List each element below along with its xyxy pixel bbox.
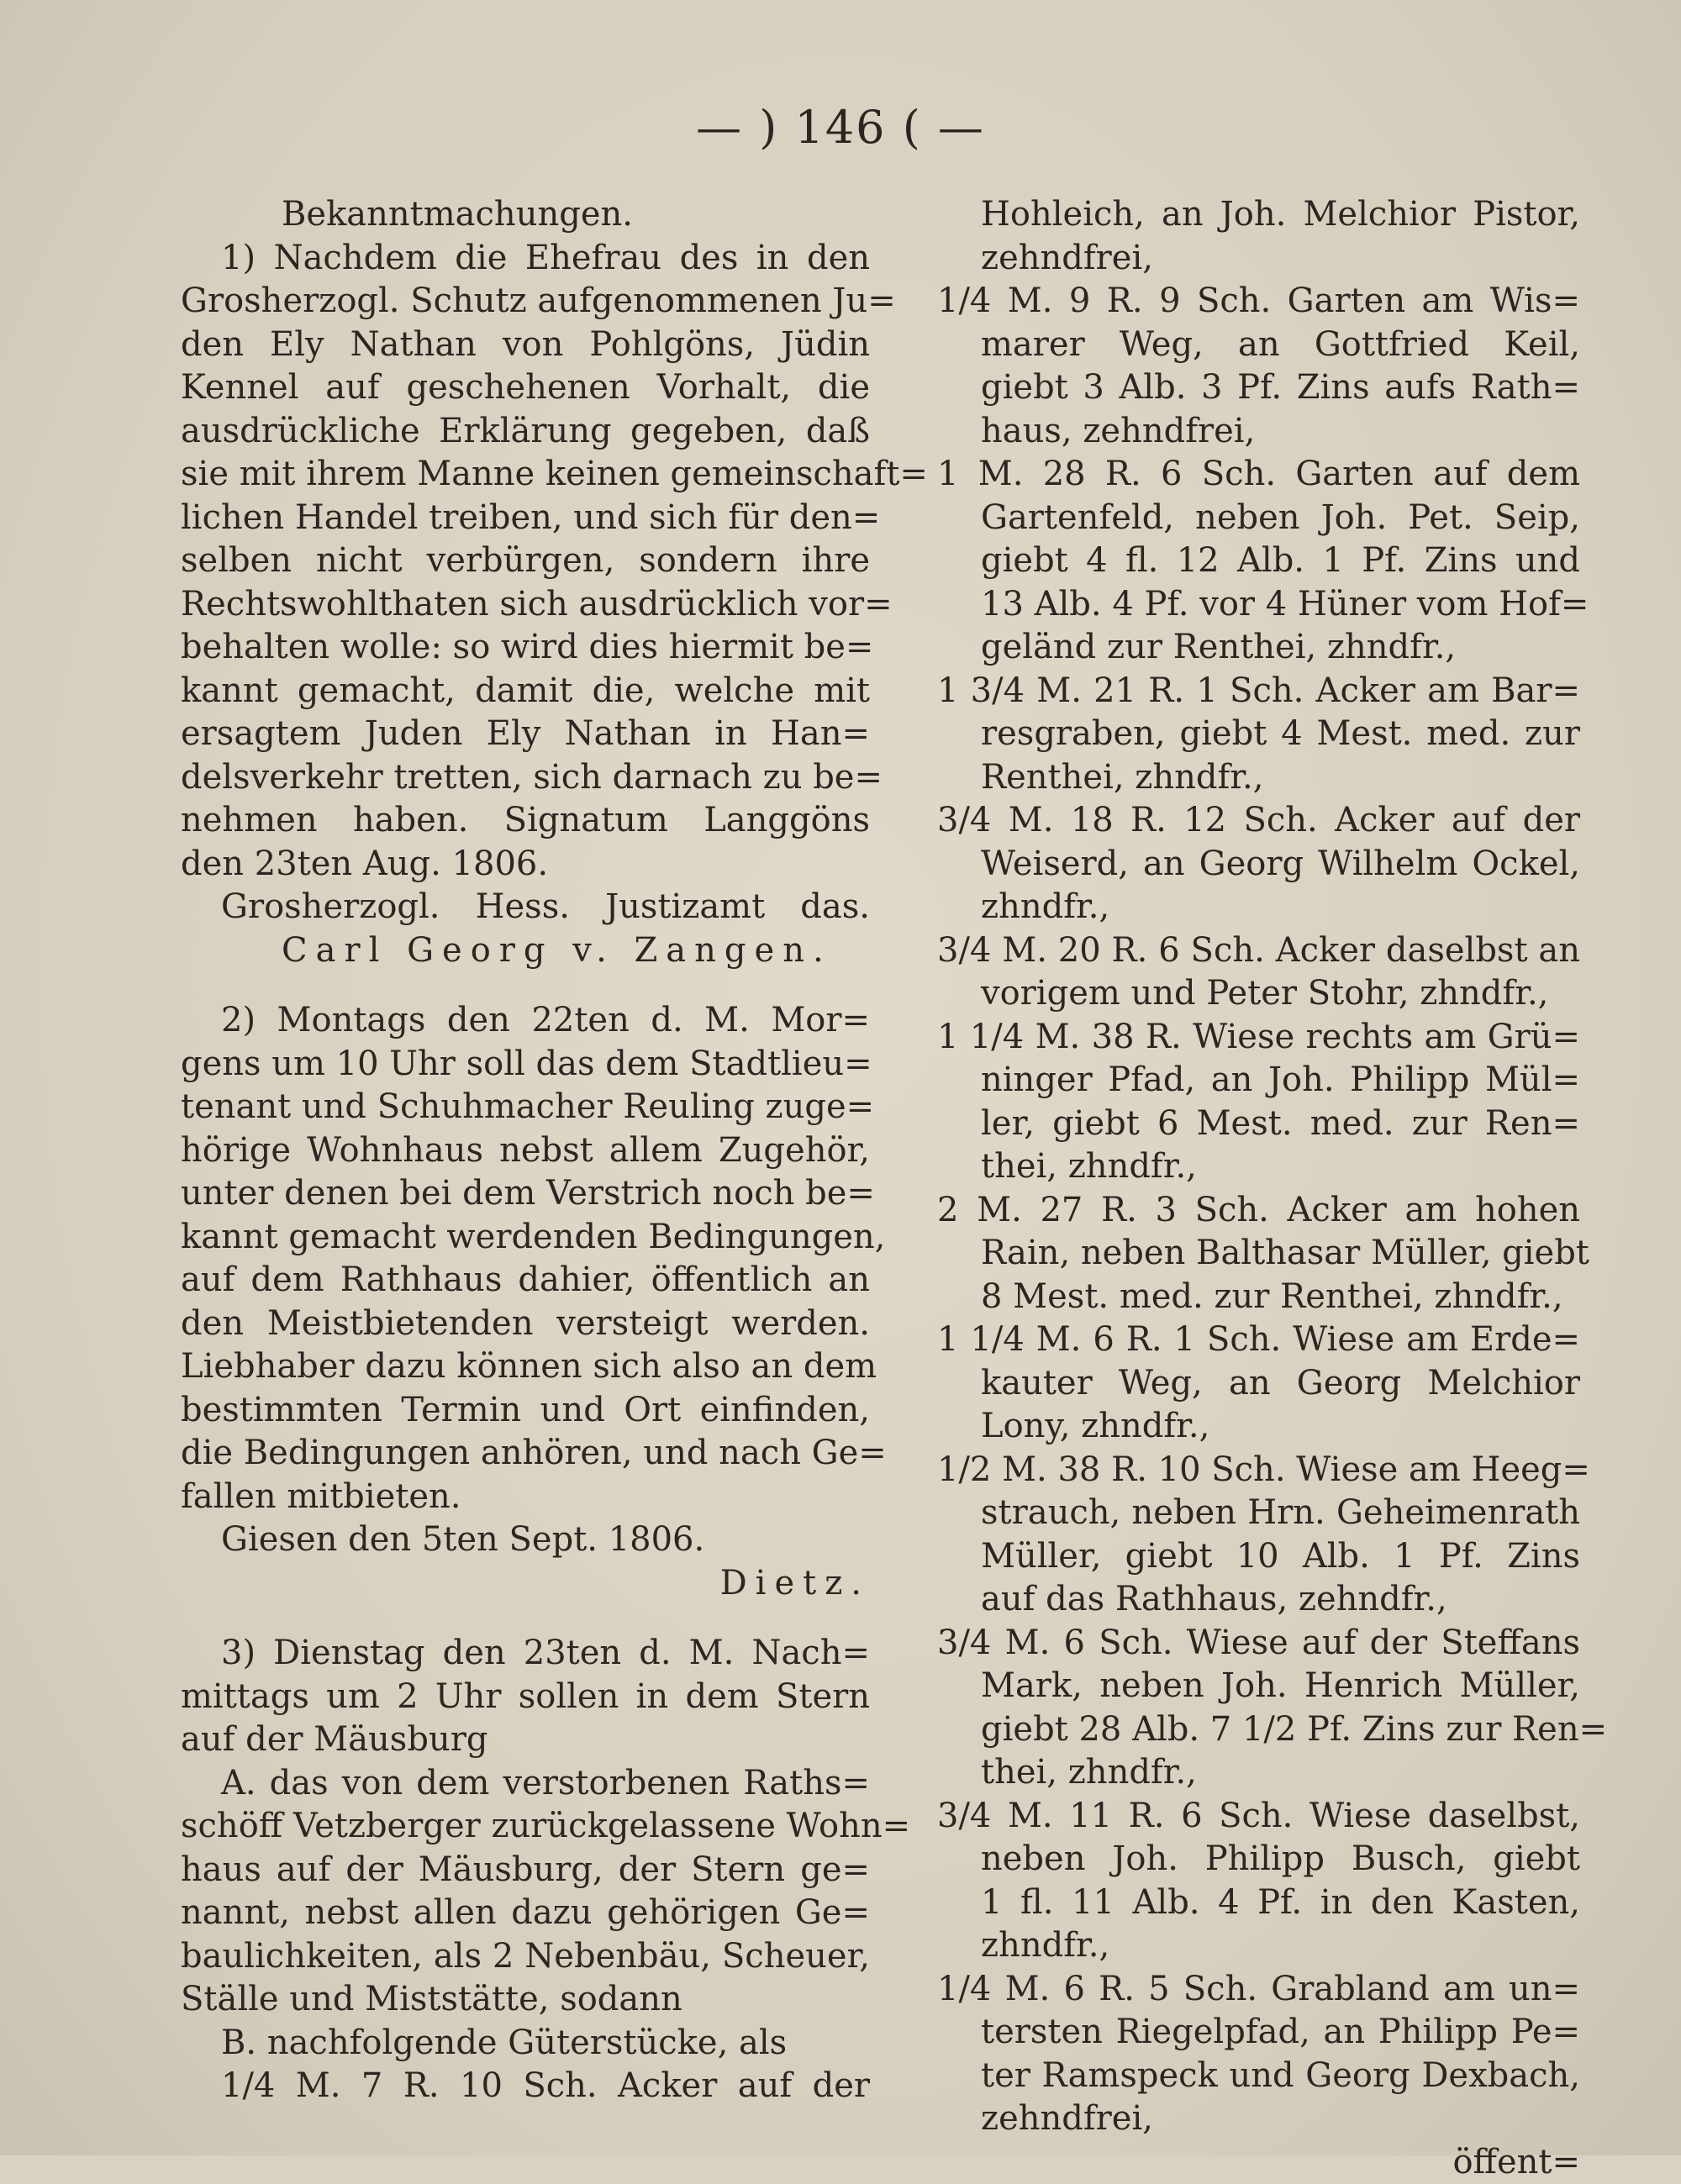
right-column-line: thei, zhndfr., [937, 1145, 1580, 1189]
right-column-line: Mark, neben Joh. Henrich Müller, [937, 1665, 1580, 1708]
left-column-line: Giesen den 5ten Sept. 1806. [181, 1518, 870, 1562]
left-column-line: Carl Georg v. Zangen. [181, 929, 870, 973]
left-column-line: selben nicht verbürgen, sondern ihre [181, 539, 870, 583]
right-column-line: 1 1/4 M. 38 R. Wiese rechts am Grü= [937, 1016, 1580, 1060]
right-column-line: 1 1/4 M. 6 R. 1 Sch. Wiese am Erde= [937, 1318, 1580, 1362]
left-column-line: Dietz. [181, 1562, 870, 1606]
right-column-line: Gartenfeld, neben Joh. Pet. Seip, [937, 497, 1580, 540]
left-column-line: hörige Wohnhaus nebst allem Zugehör, [181, 1129, 870, 1173]
left-column-line: sie mit ihrem Manne keinen gemeinschaft= [181, 453, 870, 497]
right-column-line: 13 Alb. 4 Pf. vor 4 Hüner vom Hof= [937, 583, 1580, 627]
right-column-line: giebt 4 fl. 12 Alb. 1 Pf. Zins und [937, 539, 1580, 583]
left-column-line: fallen mitbieten. [181, 1476, 870, 1519]
right-column-line: 2 M. 27 R. 3 Sch. Acker am hohen [937, 1189, 1580, 1233]
right-column-line: kauter Weg, an Georg Melchior [937, 1362, 1580, 1406]
right-column-line: 3/4 M. 18 R. 12 Sch. Acker auf der [937, 799, 1580, 843]
left-column-line: den 23ten Aug. 1806. [181, 843, 870, 887]
left-column-line: lichen Handel treiben, und sich für den= [181, 497, 870, 540]
right-column-line: Renthei, zhndfr., [937, 756, 1580, 800]
left-column [181, 193, 870, 2108]
right-column-line: Weiserd, an Georg Wilhelm Ockel, [937, 843, 1580, 887]
left-column-line: Grosherzogl. Hess. Justizamt das. [181, 886, 870, 929]
left-column-line: Ställe und Miststätte, sodann [181, 1978, 870, 2022]
right-column-line: haus, zehndfrei, [937, 410, 1580, 454]
left-column-line: B. nachfolgende Güterstücke, als [181, 2022, 870, 2066]
page-number-text: — ) 146 ( — [696, 101, 985, 154]
left-column-line: Grosherzogl. Schutz aufgenommenen Ju= [181, 280, 870, 324]
right-column-line: zehndfrei, [937, 2097, 1580, 2141]
left-column-line: den Meistbietenden versteigt werden. [181, 1303, 870, 1346]
right-column-line: 8 Mest. med. zur Renthei, zhndfr., [937, 1276, 1580, 1319]
left-column-line: 1) Nachdem die Ehefrau des in den [181, 237, 870, 281]
right-column-line: neben Joh. Philipp Busch, giebt [937, 1838, 1580, 1881]
left-column-line: tenant und Schuhmacher Reuling zuge= [181, 1086, 870, 1129]
left-column-line: mittags um 2 Uhr sollen in dem Stern [181, 1676, 870, 1719]
left-column-line: schöff Vetzberger zurückgelassene Wohn= [181, 1805, 870, 1849]
right-column-line: auf das Rathhaus, zehndfr., [937, 1578, 1580, 1622]
right-column-line: giebt 28 Alb. 7 1/2 Pf. Zins zur Ren= [937, 1708, 1580, 1752]
right-column-line: 1 fl. 11 Alb. 4 Pf. in den Kasten, [937, 1881, 1580, 1925]
left-column-line: 2) Montags den 22ten d. M. Mor= [181, 999, 870, 1043]
left-column-line: nannt, nebst allen dazu gehörigen Ge= [181, 1892, 870, 1935]
left-column-line: bestimmten Termin und Ort einfinden, [181, 1389, 870, 1433]
right-column-line: 1/4 M. 9 R. 9 Sch. Garten am Wis= [937, 280, 1580, 324]
left-column-line: die Bedingungen anhören, und nach Ge= [181, 1432, 870, 1476]
left-column-line: ersagtem Juden Ely Nathan in Han= [181, 713, 870, 756]
right-column-line: marer Weg, an Gottfried Keil, [937, 324, 1580, 367]
left-column-line [181, 1605, 870, 1632]
right-column-line: tersten Riegelpfad, an Philipp Pe= [937, 2011, 1580, 2055]
right-column-line: zhndfr., [937, 886, 1580, 929]
left-column-line: den Ely Nathan von Pohlgöns, Jüdin [181, 324, 870, 367]
left-column-line: kannt gemacht werdenden Bedingungen, [181, 1216, 870, 1260]
right-column-line: resgraben, giebt 4 Mest. med. zur [937, 713, 1580, 756]
right-column-line: Lony, zhndfr., [937, 1405, 1580, 1449]
left-column-line: nehmen haben. Signatum Langgöns [181, 799, 870, 843]
left-column-line: Bekanntmachungen. [181, 193, 870, 237]
right-column-line: geländ zur Renthei, zhndfr., [937, 626, 1580, 670]
left-column-line: ausdrückliche Erklärung gegeben, daß [181, 410, 870, 454]
right-column-line: Hohleich, an Joh. Melchior Pistor, [937, 193, 1580, 237]
left-column-line: Kennel auf geschehenen Vorhalt, die [181, 366, 870, 410]
right-column-line: thei, zhndfr., [937, 1751, 1580, 1795]
left-column-line: gens um 10 Uhr soll das dem Stadtlieu= [181, 1043, 870, 1087]
left-column-line: baulichkeiten, als 2 Nebenbäu, Scheuer, [181, 1935, 870, 1979]
right-column-line: giebt 3 Alb. 3 Pf. Zins aufs Rath= [937, 366, 1580, 410]
right-column-line: vorigem und Peter Stohr, zhndfr., [937, 972, 1580, 1016]
right-column-line: ler, giebt 6 Mest. med. zur Ren= [937, 1103, 1580, 1146]
right-column-line: ninger Pfad, an Joh. Philipp Mül= [937, 1059, 1580, 1103]
right-column-line: 3/4 M. 6 Sch. Wiese auf der Steffans [937, 1622, 1580, 1666]
right-column-line: zhndfr., [937, 1924, 1580, 1968]
right-column-line: 3/4 M. 20 R. 6 Sch. Acker daselbst an [937, 929, 1580, 973]
right-column-line: 1/4 M. 6 R. 5 Sch. Grabland am un= [937, 1968, 1580, 2012]
right-column-line: 1/2 M. 38 R. 10 Sch. Wiese am Heeg= [937, 1449, 1580, 1492]
left-column-line: auf der Mäusburg [181, 1718, 870, 1762]
left-column-line [181, 972, 870, 999]
right-column-line: öffent= [937, 2141, 1580, 2184]
left-column-line: A. das von dem verstorbenen Raths= [181, 1762, 870, 1806]
left-column-line: delsverkehr tretten, sich darnach zu be= [181, 756, 870, 800]
left-column-line: 1/4 M. 7 R. 10 Sch. Acker auf der [181, 2065, 870, 2108]
right-column-line: strauch, neben Hrn. Geheimenrath [937, 1492, 1580, 1535]
right-column-line: 1 M. 28 R. 6 Sch. Garten auf dem [937, 453, 1580, 497]
left-column-line: behalten wolle: so wird dies hiermit be= [181, 626, 870, 670]
page-number [0, 101, 1681, 154]
right-column-line: ter Ramspeck und Georg Dexbach, [937, 2055, 1580, 2098]
right-column-line: Rain, neben Balthasar Müller, giebt [937, 1232, 1580, 1276]
left-column-line: 3) Dienstag den 23ten d. M. Nach= [181, 1632, 870, 1676]
left-column-line: unter denen bei dem Verstrich noch be= [181, 1172, 870, 1216]
left-column-line: Rechtswohlthaten sich ausdrücklich vor= [181, 583, 870, 627]
right-column-line: 3/4 M. 11 R. 6 Sch. Wiese daselbst, [937, 1795, 1580, 1839]
left-column-line: auf dem Rathhaus dahier, öffentlich an [181, 1259, 870, 1303]
right-column-line: zehndfrei, [937, 237, 1580, 281]
right-column [937, 193, 1580, 2184]
left-column-line: Liebhaber dazu können sich also an dem [181, 1345, 870, 1389]
right-column-line: 1 3/4 M. 21 R. 1 Sch. Acker am Bar= [937, 670, 1580, 713]
right-column-line: Müller, giebt 10 Alb. 1 Pf. Zins [937, 1535, 1580, 1579]
left-column-line: kannt gemacht, damit die, welche mit [181, 670, 870, 713]
left-column-line: haus auf der Mäusburg, der Stern ge= [181, 1849, 870, 1892]
